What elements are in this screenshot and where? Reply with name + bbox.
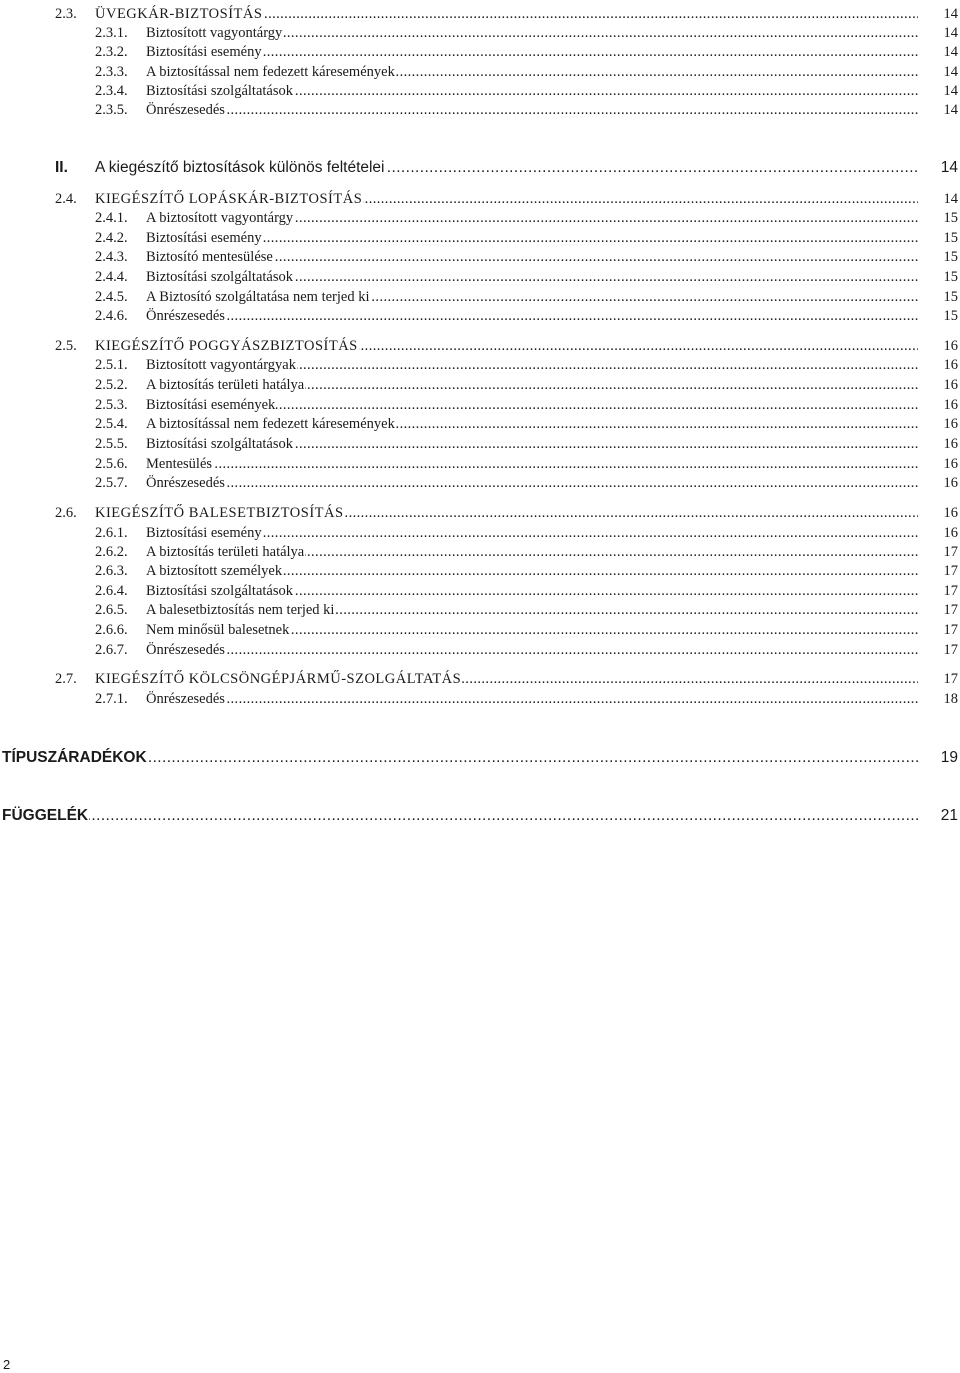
toc-entry-title: Biztosítási esemény <box>146 230 262 246</box>
toc-entry-page: 16 <box>943 436 958 452</box>
toc-entry-page: 14 <box>943 191 958 207</box>
toc-entry-number: 2.6.3. <box>95 563 128 579</box>
toc-entry-page: 17 <box>943 622 958 638</box>
toc-entry-number: 2.5.2. <box>95 377 128 393</box>
toc-entry-title: KIEGÉSZÍTŐ POGGYÁSZBIZTOSÍTÁS <box>95 338 358 354</box>
toc-entry[interactable] <box>0 376 960 394</box>
toc-entry-title: A biztosítással nem fedezett káresemények <box>146 416 395 432</box>
toc-entry[interactable] <box>0 209 960 227</box>
toc-entry-leader <box>146 435 918 453</box>
toc-entry[interactable] <box>0 621 960 639</box>
toc-entry[interactable] <box>0 601 960 619</box>
toc-entry-page: 16 <box>943 377 958 393</box>
toc-entry-number: 2.5.6. <box>95 456 128 472</box>
toc-entry-leader <box>146 288 918 306</box>
toc-entry-title: A biztosított személyek <box>146 563 283 579</box>
toc-entry[interactable] <box>0 582 960 600</box>
toc-entry-page: 17 <box>943 671 958 687</box>
toc-entry[interactable] <box>0 288 960 306</box>
toc-entry-title: ÜVEGKÁR-BIZTOSÍTÁS <box>95 6 263 22</box>
toc-entry-number: 2.3.3. <box>95 64 128 80</box>
toc-entry-page: 14 <box>940 159 958 176</box>
toc-entry-page: 16 <box>943 397 958 413</box>
toc-entry-number: 2.3.4. <box>95 83 128 99</box>
toc-entry[interactable] <box>0 307 960 325</box>
toc-entry-leader <box>146 524 918 542</box>
toc-entry[interactable] <box>0 43 960 61</box>
toc-entry-title: Biztosított vagyontárgy <box>146 25 283 41</box>
toc-entry-number: 2.4.1. <box>95 210 128 226</box>
toc-entry-number: 2.7.1. <box>95 691 128 707</box>
toc-entry[interactable] <box>0 435 960 453</box>
toc-entry-page: 17 <box>943 642 958 658</box>
toc-entry-leader <box>146 562 918 580</box>
toc-entry-leader <box>146 582 918 600</box>
toc-entry[interactable] <box>0 641 960 659</box>
toc-entry[interactable] <box>0 101 960 119</box>
toc-entry[interactable] <box>0 229 960 247</box>
toc-entry[interactable] <box>0 356 960 374</box>
toc-entry[interactable] <box>0 5 960 23</box>
toc-entry-title: A biztosítás területi hatálya <box>146 377 305 393</box>
toc-entry[interactable] <box>0 690 960 708</box>
toc-entry-number: 2.7. <box>55 671 77 687</box>
toc-entry-leader <box>146 455 918 473</box>
toc-entry-number: II. <box>55 159 68 176</box>
toc-entry-leader <box>146 63 918 81</box>
toc-entry[interactable] <box>0 158 960 178</box>
toc-entry-number: 2.3. <box>55 6 77 22</box>
toc-entry[interactable] <box>0 415 960 433</box>
toc-entry-page: 16 <box>943 338 958 354</box>
toc-entry-title: Biztosítási szolgáltatások <box>146 269 293 285</box>
toc-entry[interactable] <box>0 474 960 492</box>
toc-entry-number: 2.6.7. <box>95 642 128 658</box>
toc-entry-page: 14 <box>943 83 958 99</box>
toc-entry-page: 14 <box>943 6 958 22</box>
toc-entry-leader <box>146 268 918 286</box>
toc-entry-number: 2.6.5. <box>95 602 128 618</box>
toc-entry-page: 16 <box>943 357 958 373</box>
toc-entry-title: Biztosítási esemény <box>146 44 262 60</box>
toc-entry-page: 15 <box>943 308 958 324</box>
toc-entry-leader <box>146 415 918 433</box>
toc-entry-leader <box>146 248 918 266</box>
toc-entry-page: 15 <box>943 269 958 285</box>
toc-entry-number: 2.4. <box>55 191 77 207</box>
toc-entry[interactable] <box>0 190 960 208</box>
toc-entry-title: A balesetbiztosítás nem terjed ki <box>146 602 335 618</box>
toc-entry-number: 2.4.5. <box>95 289 128 305</box>
toc-entry-number: 2.3.1. <box>95 25 128 41</box>
toc-entry-page: 17 <box>943 583 958 599</box>
toc-entry-leader <box>146 396 918 414</box>
toc-entry-number: 2.6.2. <box>95 544 128 560</box>
toc-entry-title: Biztosított vagyontárgyak <box>146 357 296 373</box>
toc-entry-title: Biztosító mentesülése <box>146 249 273 265</box>
toc-entry-page: 15 <box>943 249 958 265</box>
toc-entry-leader <box>2 748 918 768</box>
toc-entry-page: 21 <box>940 807 958 824</box>
toc-entry-number: 2.6. <box>55 505 77 521</box>
toc-entry-title: A biztosított vagyontárgy <box>146 210 294 226</box>
toc-entry-title: Nem minősül balesetnek <box>146 622 290 638</box>
toc-entry-leader <box>146 376 918 394</box>
toc-entry-leader <box>146 474 918 492</box>
toc-entry-page: 15 <box>943 230 958 246</box>
toc-entry-page: 17 <box>943 602 958 618</box>
toc-entry-title: A biztosítással nem fedezett káresemények <box>146 64 395 80</box>
toc-entry-title: A kiegészítő biztosítások különös feltételei <box>95 159 385 176</box>
toc-entry-title: Biztosítási szolgáltatások <box>146 436 293 452</box>
toc-entry-page: 15 <box>943 210 958 226</box>
toc-entry[interactable] <box>0 562 960 580</box>
toc-entry-page: 16 <box>943 456 958 472</box>
toc-entry-leader <box>95 337 918 355</box>
toc-entry-title: Önrészesedés <box>146 475 225 491</box>
toc-entry-leader <box>146 543 918 561</box>
toc-entry[interactable] <box>0 504 960 522</box>
toc-entry-leader <box>146 356 918 374</box>
toc-entry-title: KIEGÉSZÍTŐ KÖLCSÖNGÉPJÁRMŰ-SZOLGÁLTATÁS <box>95 671 462 687</box>
toc-entry-number: 2.5. <box>55 338 77 354</box>
page-number: 2 <box>3 1357 11 1372</box>
toc-entry-title: Önrészesedés <box>146 642 225 658</box>
toc-entry-title: Mentesülés <box>146 456 213 472</box>
toc-entry-leader <box>146 690 918 708</box>
toc-entry-number: 2.4.4. <box>95 269 128 285</box>
toc-entry-number: 2.6.6. <box>95 622 128 638</box>
toc-entry-title: Biztosítási szolgáltatások <box>146 583 293 599</box>
toc-entry-title: Önrészesedés <box>146 691 225 707</box>
toc-entry-title: A Biztosító szolgáltatása nem terjed ki <box>146 289 370 305</box>
toc-entry-title: Önrészesedés <box>146 308 225 324</box>
toc-entry-number: 2.4.6. <box>95 308 128 324</box>
toc-entry-leader <box>146 641 918 659</box>
toc-entry[interactable] <box>0 268 960 286</box>
toc-entry[interactable] <box>0 248 960 266</box>
toc-entry-leader <box>146 229 918 247</box>
toc-entry-leader <box>146 621 918 639</box>
toc-entry-number: 2.4.2. <box>95 230 128 246</box>
toc-entry-number: 2.5.4. <box>95 416 128 432</box>
toc-entry-page: 17 <box>943 563 958 579</box>
toc-entry-page: 14 <box>943 64 958 80</box>
toc-entry-number: 2.5.3. <box>95 397 128 413</box>
toc-entry-title: TÍPUSZÁRADÉKOK <box>2 749 147 766</box>
toc-entry-title: Önrészesedés <box>146 102 225 118</box>
toc-entry-leader <box>95 190 918 208</box>
toc-entry[interactable] <box>0 82 960 100</box>
toc-entry-leader <box>95 158 918 178</box>
toc-entry-leader <box>95 5 918 23</box>
toc-entry-leader <box>146 43 918 61</box>
toc-entry-leader <box>146 601 918 619</box>
toc-entry-page: 19 <box>940 749 958 766</box>
toc-entry-number: 2.6.4. <box>95 583 128 599</box>
toc-entry[interactable] <box>0 455 960 473</box>
toc-entry-leader <box>146 24 918 42</box>
toc-entry-number: 2.5.7. <box>95 475 128 491</box>
toc-entry-title: A biztosítás területi hatálya <box>146 544 305 560</box>
toc-entry-page: 14 <box>943 44 958 60</box>
toc-entry-number: 2.6.1. <box>95 525 128 541</box>
toc-entry-page: 18 <box>943 691 958 707</box>
toc-entry-leader <box>2 806 918 826</box>
toc-entry-leader <box>95 670 918 688</box>
toc-entry-number: 2.5.1. <box>95 357 128 373</box>
toc-entry-page: 16 <box>943 475 958 491</box>
toc-entry-title: Biztosítási esemény <box>146 525 262 541</box>
toc-entry-title: KIEGÉSZÍTŐ LOPÁSKÁR-BIZTOSÍTÁS <box>95 191 363 207</box>
toc-entry-title: FÜGGELÉK <box>2 807 89 824</box>
toc-entry-title: KIEGÉSZÍTŐ BALESETBIZTOSÍTÁS <box>95 505 344 521</box>
toc-entry[interactable] <box>0 337 960 355</box>
toc-entry-leader <box>95 504 918 522</box>
toc-entry[interactable] <box>0 63 960 81</box>
toc-entry[interactable] <box>0 806 960 826</box>
toc-entry-page: 16 <box>943 416 958 432</box>
toc-entry-page: 16 <box>943 505 958 521</box>
toc-entry-page: 14 <box>943 102 958 118</box>
toc-entry[interactable] <box>0 543 960 561</box>
toc-entry-page: 17 <box>943 544 958 560</box>
toc-entry[interactable] <box>0 524 960 542</box>
toc-entry-number: 2.4.3. <box>95 249 128 265</box>
toc-entry[interactable] <box>0 670 960 688</box>
toc-entry[interactable] <box>0 396 960 414</box>
toc-entry-leader <box>146 307 918 325</box>
toc-entry-title: Biztosítási események <box>146 397 276 413</box>
toc-entry[interactable] <box>0 24 960 42</box>
toc-entry-number: 2.3.2. <box>95 44 128 60</box>
toc-entry-number: 2.3.5. <box>95 102 128 118</box>
toc-entry-page: 14 <box>943 25 958 41</box>
toc-entry-title: Biztosítási szolgáltatások <box>146 83 293 99</box>
toc-entry-leader <box>146 209 918 227</box>
toc-entry-leader <box>146 82 918 100</box>
toc-entry-number: 2.5.5. <box>95 436 128 452</box>
toc-entry[interactable] <box>0 748 960 768</box>
toc-entry-page: 15 <box>943 289 958 305</box>
toc-entry-page: 16 <box>943 525 958 541</box>
toc-entry-leader <box>146 101 918 119</box>
